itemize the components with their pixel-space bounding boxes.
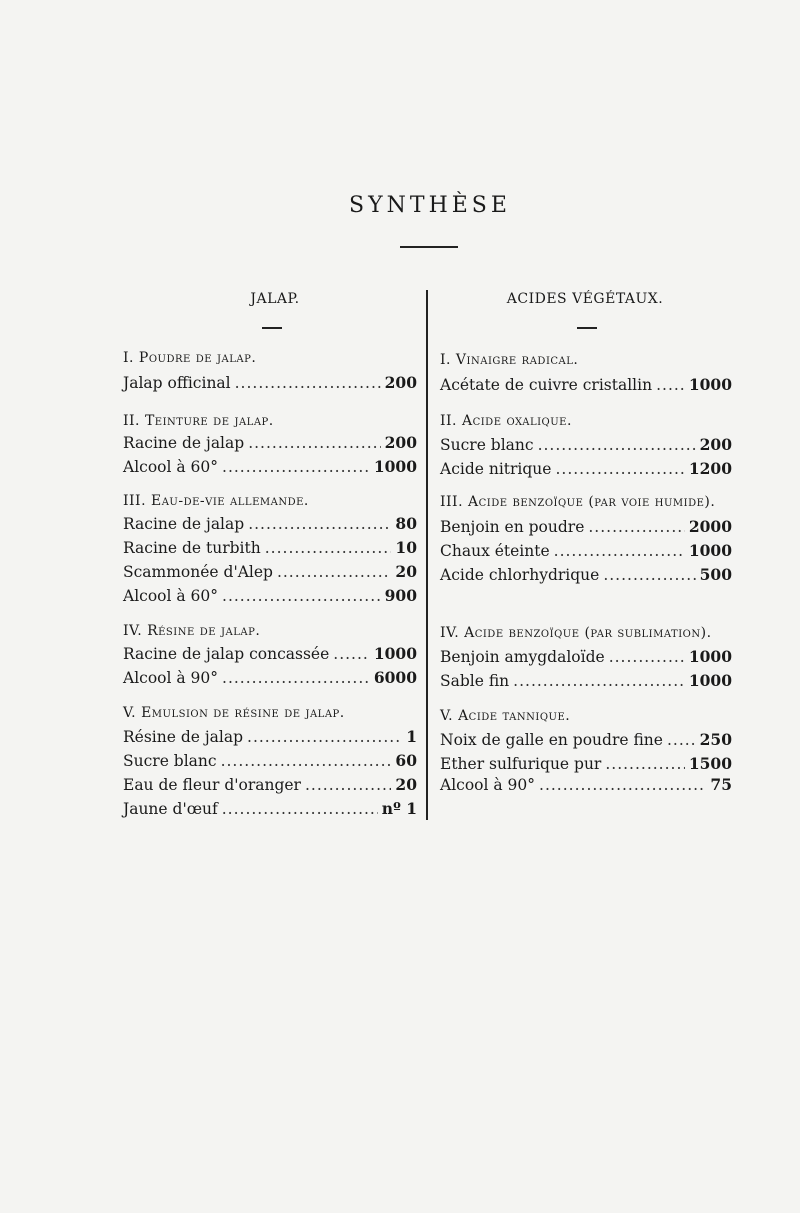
left-section-1-heading: I. Poudre de jalap. bbox=[123, 350, 257, 366]
row-label: Acide nitrique bbox=[440, 460, 552, 478]
row-value: 200 bbox=[384, 433, 417, 452]
row-value: 1000 bbox=[688, 671, 732, 690]
right-section-2-row-2 bbox=[440, 459, 732, 478]
leader-dots bbox=[513, 672, 685, 690]
row-label: Alcool à 60° bbox=[123, 587, 219, 605]
left-section-5-row-1 bbox=[123, 727, 417, 746]
row-label: Alcool à 90° bbox=[123, 669, 219, 687]
left-section-3-row-4 bbox=[123, 586, 417, 605]
leader-dots bbox=[656, 376, 685, 394]
row-value: nº 1 bbox=[381, 799, 417, 818]
leader-dots bbox=[235, 374, 381, 392]
leader-dots bbox=[539, 776, 706, 794]
row-value: 1500 bbox=[688, 754, 732, 773]
row-label: Sucre blanc bbox=[123, 752, 217, 770]
leader-dots bbox=[603, 566, 695, 584]
row-label: Racine de jalap concassée bbox=[123, 645, 330, 663]
row-label: Eau de fleur d'oranger bbox=[123, 776, 301, 794]
row-label: Sucre blanc bbox=[440, 436, 534, 454]
right-section-1-heading: I. Vinaigre radical. bbox=[440, 352, 579, 368]
row-label: Chaux éteinte bbox=[440, 542, 550, 560]
right-section-3-row-1 bbox=[440, 517, 732, 536]
leader-dots bbox=[305, 776, 391, 794]
right-section-5-row-3 bbox=[440, 775, 732, 794]
row-label: Benjoin en poudre bbox=[440, 518, 585, 536]
right-section-5-row-1 bbox=[440, 730, 732, 749]
row-label: Acide chlorhydrique bbox=[440, 566, 600, 584]
leader-dots bbox=[221, 752, 392, 770]
row-value: 1000 bbox=[373, 644, 417, 663]
row-value: 60 bbox=[395, 751, 417, 770]
title-rule bbox=[400, 246, 458, 248]
left-section-5-heading: V. Emulsion de résine de jalap. bbox=[123, 705, 345, 721]
page-title: SYNTHÈSE bbox=[349, 193, 511, 218]
leader-dots bbox=[222, 800, 378, 818]
left-section-2-row-2 bbox=[123, 457, 417, 476]
row-value: 10 bbox=[395, 538, 417, 557]
row-value: 1000 bbox=[688, 541, 732, 560]
left-column-heading: JALAP. bbox=[250, 291, 300, 307]
row-value: 20 bbox=[395, 775, 417, 794]
row-label: Racine de turbith bbox=[123, 539, 261, 557]
row-label: Ether sulfurique pur bbox=[440, 755, 602, 773]
left-heading-rule bbox=[262, 327, 282, 329]
leader-dots bbox=[248, 434, 380, 452]
right-section-3-row-3 bbox=[440, 565, 732, 584]
row-value: 1000 bbox=[373, 457, 417, 476]
row-value: 20 bbox=[395, 562, 417, 581]
column-divider bbox=[426, 290, 428, 820]
leader-dots bbox=[222, 587, 381, 605]
row-label: Sable fin bbox=[440, 672, 510, 690]
row-label: Scammonée d'Alep bbox=[123, 563, 273, 581]
row-value: 6000 bbox=[373, 668, 417, 687]
leader-dots bbox=[588, 518, 684, 536]
leader-dots bbox=[265, 539, 392, 557]
row-label: Benjoin amygdaloïde bbox=[440, 648, 605, 666]
row-label: Alcool à 90° bbox=[440, 776, 536, 794]
row-label: Racine de jalap bbox=[123, 515, 245, 533]
right-section-3-row-2 bbox=[440, 541, 732, 560]
row-value: 1000 bbox=[688, 375, 732, 394]
leader-dots bbox=[555, 460, 684, 478]
left-section-1-row-1 bbox=[123, 373, 417, 392]
leader-dots bbox=[248, 515, 391, 533]
left-section-5-row-4 bbox=[123, 799, 417, 818]
leader-dots bbox=[222, 669, 370, 687]
right-heading-rule bbox=[577, 327, 597, 329]
leader-dots bbox=[538, 436, 696, 454]
row-value: 2000 bbox=[688, 517, 732, 536]
leader-dots bbox=[667, 731, 696, 749]
left-section-3-row-2 bbox=[123, 538, 417, 557]
leader-dots bbox=[333, 645, 370, 663]
row-value: 200 bbox=[699, 435, 732, 454]
left-section-2-heading: II. Teinture de jalap. bbox=[123, 413, 274, 429]
right-section-2-heading: II. Acide oxalique. bbox=[440, 413, 572, 429]
right-section-4-row-1 bbox=[440, 647, 732, 666]
right-section-4-row-2 bbox=[440, 671, 732, 690]
right-section-5-row-2 bbox=[440, 754, 732, 773]
row-value: 500 bbox=[699, 565, 732, 584]
row-label: Jalap officinal bbox=[123, 374, 231, 392]
left-section-3-row-1 bbox=[123, 514, 417, 533]
row-value: 1000 bbox=[688, 647, 732, 666]
left-section-4-heading: IV. Résine de jalap. bbox=[123, 623, 261, 639]
left-section-4-row-2 bbox=[123, 668, 417, 687]
right-column-heading: ACIDES VÉGÉTAUX. bbox=[506, 291, 664, 307]
left-section-4-row-1 bbox=[123, 644, 417, 663]
row-label: Racine de jalap bbox=[123, 434, 245, 452]
row-value: 200 bbox=[384, 373, 417, 392]
leader-dots bbox=[605, 755, 685, 773]
leader-dots bbox=[277, 563, 391, 581]
row-label: Acétate de cuivre cristallin bbox=[440, 376, 653, 394]
right-section-2-row-1 bbox=[440, 435, 732, 454]
right-section-1-row-1 bbox=[440, 375, 732, 394]
row-value: 250 bbox=[699, 730, 732, 749]
right-section-5-heading: V. Acide tannique. bbox=[440, 708, 571, 724]
right-section-3-heading: III. Acide benzoïque (par voie humide). bbox=[440, 494, 716, 510]
leader-dots bbox=[554, 542, 685, 560]
left-section-5-row-3 bbox=[123, 775, 417, 794]
left-section-2-row-1 bbox=[123, 433, 417, 452]
leader-dots bbox=[222, 458, 370, 476]
left-section-3-row-3 bbox=[123, 562, 417, 581]
row-label: Alcool à 60° bbox=[123, 458, 219, 476]
row-value: 900 bbox=[384, 586, 417, 605]
row-value: 1 bbox=[406, 727, 417, 746]
row-label: Jaune d'œuf bbox=[123, 800, 218, 818]
leader-dots bbox=[247, 728, 402, 746]
row-label: Noix de galle en poudre fine bbox=[440, 731, 663, 749]
left-section-3-heading: III. Eau-de-vie allemande. bbox=[123, 493, 309, 509]
right-section-4-heading: IV. Acide benzoïque (par sublimation). bbox=[440, 625, 712, 641]
leader-dots bbox=[609, 648, 685, 666]
left-section-5-row-2 bbox=[123, 751, 417, 770]
row-value: 75 bbox=[710, 775, 732, 794]
row-value: 80 bbox=[395, 514, 417, 533]
row-value: 1200 bbox=[688, 459, 732, 478]
row-label: Résine de jalap bbox=[123, 728, 244, 746]
